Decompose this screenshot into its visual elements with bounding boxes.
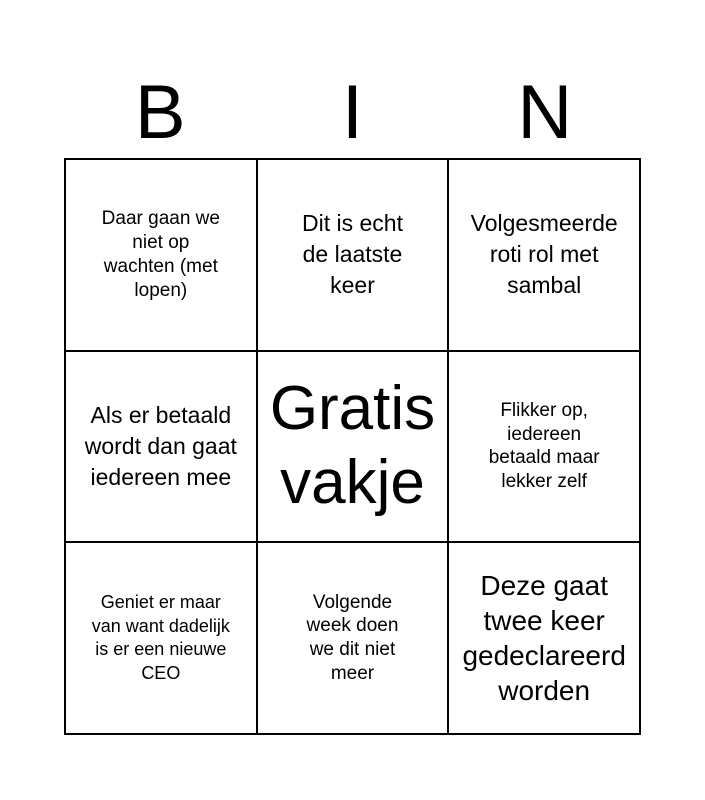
bingo-cell-r3c3[interactable] <box>448 542 640 734</box>
bingo-grid <box>64 158 641 735</box>
header-letter-n: N <box>517 69 573 155</box>
cell-text: Flikker op, iedereen betaald maar lekker zelf <box>488 399 600 493</box>
bingo-cell-r1c1[interactable] <box>65 159 257 351</box>
bingo-header <box>64 70 641 155</box>
free-space-text: Gratis vakje <box>269 374 436 518</box>
cell-text: Geniet er maar van want dadelijk is er een nieuwe CEO <box>91 592 230 683</box>
bingo-cell-free[interactable] <box>257 351 449 543</box>
bingo-cell-r2c1[interactable] <box>65 351 257 543</box>
cell-text: Volgende week doen we dit niet meer <box>306 591 399 684</box>
bingo-cell-r3c2[interactable] <box>257 542 449 734</box>
cell-text: Deze gaat twee keer gedeclareerd worden <box>462 570 626 707</box>
header-letter-i: I <box>341 69 364 155</box>
bingo-cell-r1c3[interactable] <box>448 159 640 351</box>
bingo-cell-r3c1[interactable] <box>65 542 257 734</box>
cell-text: Volgesmeerde roti rol met sambal <box>470 210 618 299</box>
cell-text: Dit is echt de laatste keer <box>301 210 403 299</box>
bingo-cell-r1c2[interactable] <box>257 159 449 351</box>
cell-text: Daar gaan we niet op wachten (met lopen) <box>101 208 220 301</box>
cell-text: Als er betaald wordt dan gaat iedereen mee <box>84 401 237 491</box>
bingo-cell-r2c3[interactable] <box>448 351 640 543</box>
header-letter-b: B <box>134 69 186 155</box>
